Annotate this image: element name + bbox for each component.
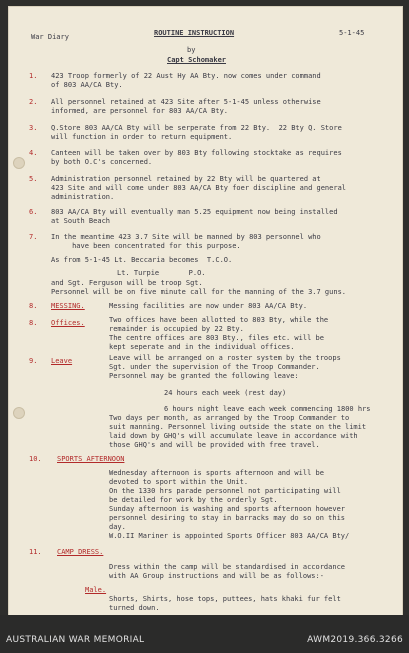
item-number: 7. (29, 233, 38, 241)
item-line: laid down by GHQ's will accumulate leave in accordance with (109, 432, 358, 440)
item-line: Administration personnel retained by 22 Bty will be quartered at (51, 175, 321, 183)
item-line: remainder is occupied by 22 Bty. (109, 325, 244, 333)
item-number: 8. (29, 319, 38, 327)
section-label: Leave (51, 357, 73, 365)
item-line: Leave will be arranged on a roster system by the troops (109, 354, 341, 362)
item-line: On the 1330 hrs parade personnel not participating will (109, 487, 341, 495)
item-line: and Sgt. Ferguson will be troop Sgt. (51, 279, 203, 287)
item-line: 24 hours each week (rest day) (164, 389, 287, 397)
item-line: Shorts, Shirts, hose tops, puttees, hats khaki fur felt (109, 595, 341, 603)
item-line: with AA Group instructions and will be as follows:- (109, 572, 324, 580)
item-number: 1. (29, 72, 38, 80)
item-line: 423 Troop formerly of 22 Aust Hy AA Bty. now comes under command (51, 72, 321, 80)
item-line: Two days per month, as arranged by the Troop Commander to (109, 414, 350, 422)
item-line: day. (109, 523, 126, 531)
item-number: 5. (29, 175, 38, 183)
section-label: CAMP DRESS. (57, 548, 104, 556)
item-line: Dress within the camp will be standardised in accordance (109, 563, 346, 571)
item-line: at South Beach (51, 217, 111, 225)
archive-footer (0, 615, 409, 653)
item-line: will function in order to return equipment. (51, 133, 233, 141)
item-line: kept seperate and in the individual offices. (109, 343, 295, 351)
item-number: 10. (29, 455, 42, 463)
item-line: Personnel may be granted the following leave: (109, 372, 299, 380)
item-line: be detailed for work by the orderly Sgt. (109, 496, 278, 504)
item-line: W.O.II Mariner is appointed Sports Officer 803 AA/CA Bty/ (109, 532, 350, 540)
item-line: Sgt. under the supervision of the Troop Commander. (109, 363, 320, 371)
item-line: those GHQ's and will be provided with free travel. (109, 441, 320, 449)
item-number: 8. (29, 302, 38, 310)
item-line: devoted to sport within the Unit. (109, 478, 249, 486)
item-number: 3. (29, 124, 38, 132)
item-line: Two offices have been allotted to 803 Bty, while the (109, 316, 329, 324)
item-line: Canteen will be taken over by 803 Bty following stocktake as requires (51, 149, 342, 157)
doc-title: ROUTINE INSTRUCTION (154, 29, 235, 37)
section-label: SPORTS AFTERNOON (57, 455, 125, 463)
item-line: The centre offices are 803 Bty., files etc. will be (109, 334, 324, 342)
item-line: personnel desiring to stay in barracks may do so on this (109, 514, 346, 522)
section-label: MESSING. (51, 302, 85, 310)
item-number: 9. (29, 357, 38, 365)
item-line: of 803 AA/CA Bty. (51, 81, 123, 89)
item-line: 423 Site and will come under 803 AA/CA Bty foer discipline and general (51, 184, 347, 192)
section-label: Offices. (51, 319, 85, 327)
header-left: War Diary (31, 33, 69, 41)
item-number: 11. (29, 548, 42, 556)
footer-accession: AWM2019.366.3266 (307, 635, 403, 645)
item-line: turned down. (109, 604, 160, 612)
item-line: In the meantime 423 3.7 Site will be manned by 803 personnel who (51, 233, 321, 241)
footer-institution: AUSTRALIAN WAR MEMORIAL (6, 635, 145, 645)
item-line: Messing facilities are now under 803 AA/CA Bty. (109, 302, 308, 310)
section-label: Male. (85, 586, 107, 594)
item-line: informed, are personnel for 803 AA/CA Bty. (51, 107, 229, 115)
punch-hole (13, 407, 25, 419)
item-line: 6 hours night leave each week commencing 1800 hrs (164, 405, 371, 413)
doc-date: 5-1-45 (339, 29, 365, 37)
item-number: 2. (29, 98, 38, 106)
item-line: by both O.C's concerned. (51, 158, 153, 166)
item-line: Q.Store 803 AA/CA Bty will be serperate from 22 Bty. 22 Bty Q. Store (51, 124, 342, 132)
item-line: Lt. Turpie P.O. (117, 269, 206, 277)
item-line: suit manning. Personnel living outside the state on the limit (109, 423, 367, 431)
punch-hole (13, 157, 25, 169)
item-line: All personnel retained at 423 Site after 5-1-45 unless otherwise (51, 98, 321, 106)
document-page (8, 6, 403, 617)
item-number: 6. (29, 208, 38, 216)
item-line: Wednesday afternoon is sports afternoon and will be (109, 469, 324, 477)
item-line: Sunday afternoon is washing and sports afternoon however (109, 505, 346, 513)
item-line: administration. (51, 193, 115, 201)
item-line: Personnel will be on five minute call for the manning of the 3.7 guns. (51, 288, 347, 296)
item-line: have been concentrated for this purpose. (51, 242, 241, 250)
item-line: 803 AA/CA Bty will eventually man 5.25 equipment now being installed (51, 208, 338, 216)
author: Capt Schomaker (167, 56, 227, 64)
item-line: As from 5-1-45 Lt. Beccaria becomes T.C.O. (51, 256, 233, 264)
item-number: 4. (29, 149, 38, 157)
by-label: by (187, 46, 196, 54)
